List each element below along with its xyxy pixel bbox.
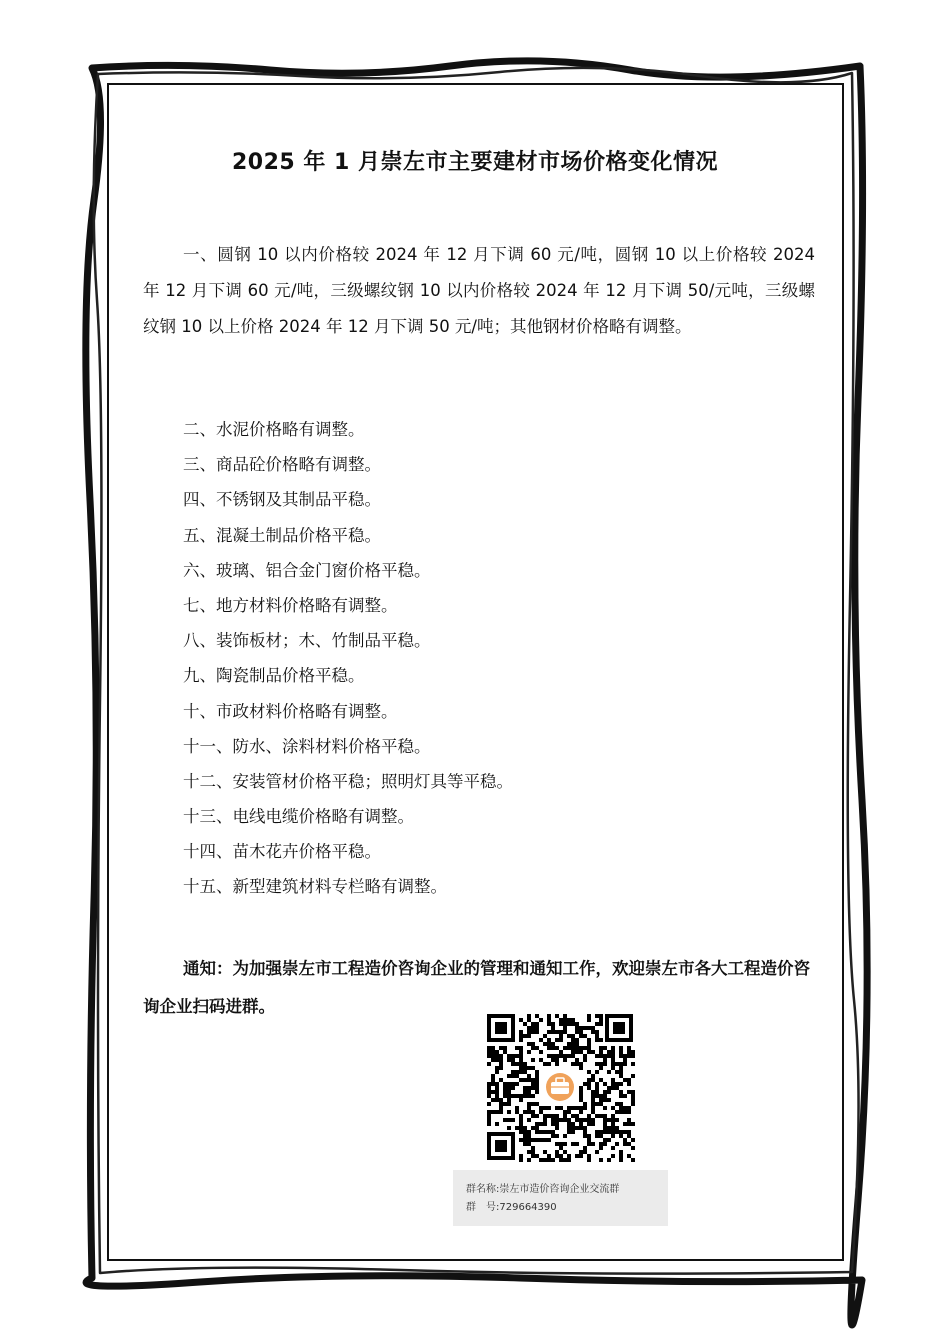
notice-paragraph: 通知：为加强崇左市工程造价咨询企业的管理和通知工作，欢迎崇左市各大工程造价咨询企业扫码进群。 [143, 959, 810, 1016]
page-title: 2025 年 1 月崇左市主要建材市场价格变化情况 [231, 150, 719, 175]
list-item: 十一、防水、涂料材料价格平稳。 [183, 736, 431, 756]
qr-caption-box [453, 1170, 668, 1226]
steel-price-paragraph: 一、圆钢 10 以内价格较 2024 年 12 月下调 60 元/吨，圆钢 10 以上价格较 2024 年 12 月下调 60 元/吨，三级螺纹钢 10 以内价格较 2024 年 12 月下调 50/元吨，三级螺纹钢 10 以上价格 2024 年 12 月下调 50 元/吨；其他钢材价格略有调整。 [143, 245, 815, 336]
qr-finder-top-right [605, 1014, 633, 1042]
list-item: 九、陶瓷制品价格平稳。 [183, 666, 365, 686]
qr-finder-bottom-left [487, 1132, 515, 1160]
group-number: 群 号:729664390 [466, 1202, 557, 1213]
price-change-list [183, 412, 513, 905]
list-item: 五、混凝土制品价格平稳。 [183, 525, 381, 545]
list-item: 三、商品砼价格略有调整。 [183, 455, 381, 475]
list-item: 六、玻璃、铝合金门窗价格平稳。 [183, 560, 431, 580]
list-item: 二、水泥价格略有调整。 [183, 420, 365, 439]
list-item: 七、地方材料价格略有调整。 [183, 595, 398, 615]
list-item: 八、装饰板材；木、竹制品平稳。 [183, 631, 431, 651]
list-item: 十、市政材料价格略有调整。 [183, 701, 398, 721]
group-name: 群名称:崇左市造价咨询企业交流群 [466, 1184, 620, 1195]
list-item: 十四、苗木花卉价格平稳。 [183, 842, 381, 862]
qr-finder-top-left [487, 1014, 515, 1042]
briefcase-icon [543, 1070, 577, 1104]
list-item: 十三、电线电缆价格略有调整。 [183, 807, 414, 827]
list-item: 四、不锈钢及其制品平稳。 [183, 490, 381, 510]
list-item: 十二、安装管材价格平稳；照明灯具等平稳。 [183, 771, 513, 791]
list-item: 十五、新型建筑材料专栏略有调整。 [183, 877, 447, 897]
qr-code[interactable] [485, 1012, 635, 1162]
